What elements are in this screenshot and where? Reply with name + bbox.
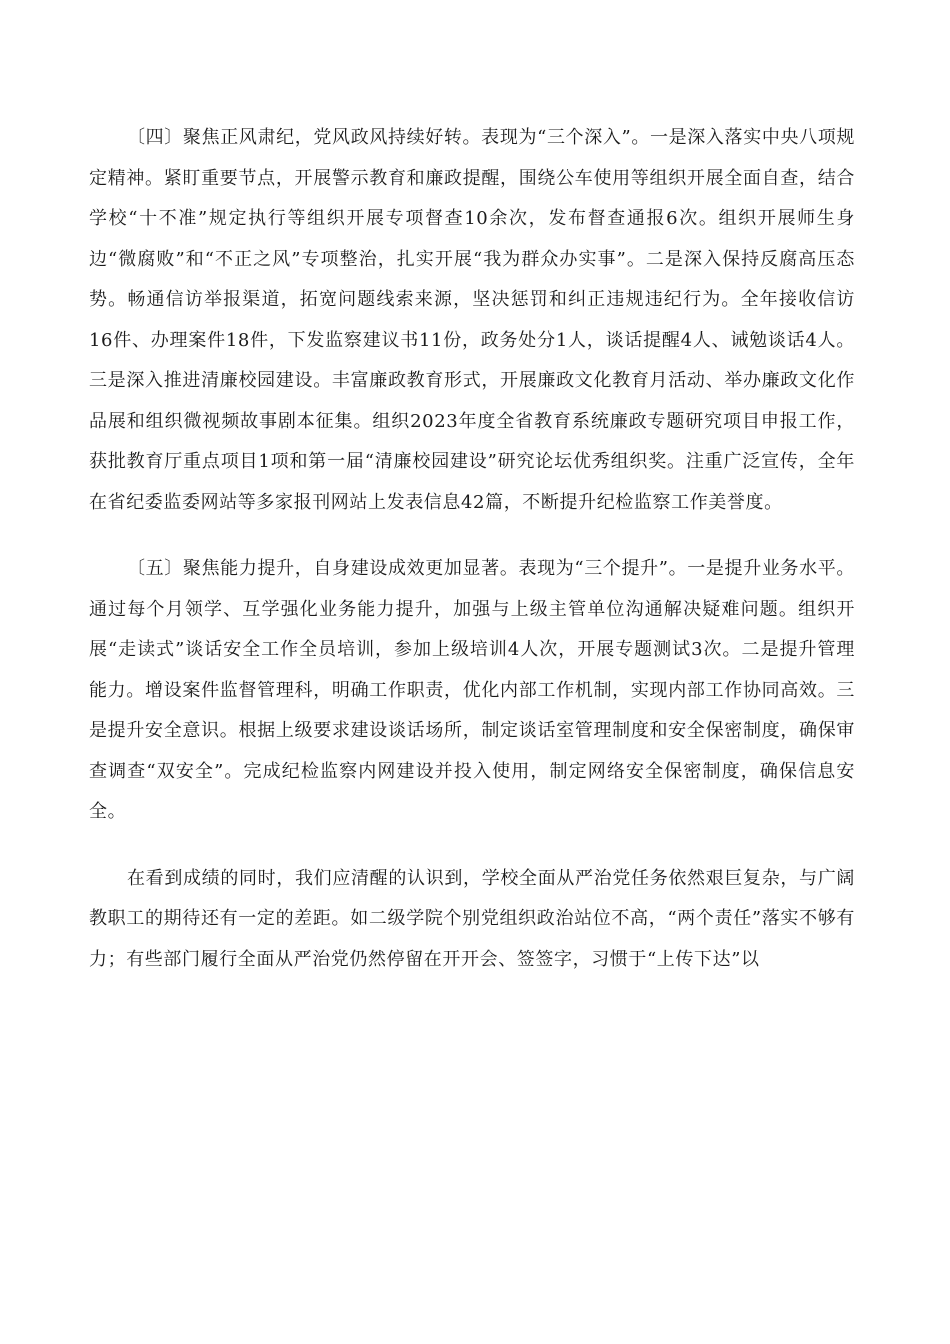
document-page [89, 118, 855, 1006]
paragraph-section-five: 〔五〕聚焦能力提升，自身建设成效更加显著。表现为“三个提升”。一是提升业务水平。通过每个月领学、互学强化业务能力提升，加强与上级主管单位沟通解决疑难问题。组织开展“走读式”谈话安全工作全员培训，参加上级培训4人次，开展专题测试3次。二是提升管理能力。增设案件监督管理科，明确工作职责，优化内部工作机制，实现内部工作协同高效。三是提升安全意识。根据上级要求建设谈话场所，制定谈话室管理制度和安全保密制度，确保审查调查“双安全”。完成纪检监察内网建设并投入使用，制定网络安全保密制度，确保信息安全。 [89, 558, 855, 822]
paragraph-shortcomings: 在看到成绩的同时，我们应清醒的认识到，学校全面从严治党任务依然艰巨复杂，与广阔教职工的期待还有一定的差距。如二级学院个别党组织政治站位不高，“两个责任”落实不够有力；有些部门履行全面从严治党仍然停留在开开会、签签字，习惯于“上传下达”以 [89, 867, 855, 970]
paragraph-section-four: 〔四〕聚焦正风肃纪，党风政风持续好转。表现为“三个深入”。一是深入落实中央八项规定精神。紧盯重要节点，开展警示教育和廉政提醒，围绕公车使用等组织开展全面自查，结合学校“十不准”规定执行等组织开展专项督查10余次，发布督查通报6次。组织开展师生身边“微腐败”和“不正之风”专项整治，扎实开展“我为群众办实事”。二是深入保持反腐高压态势。畅通信访举报渠道，拓宽问题线索来源，坚决惩罚和纠正违规违纪行为。全年接收信访16件、办理案件18件，下发监察建议书11份，政务处分1人，谈话提醒4人、诫勉谈话4人。三是深入推进清廉校园建设。丰富廉政教育形式，开展廉政文化教育月活动、举办廉政文化作品展和组织微视频故事剧本征集。组织2023年度全省教育系统廉政专题研究项目申报工作，获批教育厅重点项目1项和第一届“清廉校园建设”研究论坛优秀组织奖。注重广泛宣传，全年在省纪委监委网站等多家报刊网站上发表信息42篇，不断提升纪检监察工作美誉度。 [89, 127, 855, 513]
